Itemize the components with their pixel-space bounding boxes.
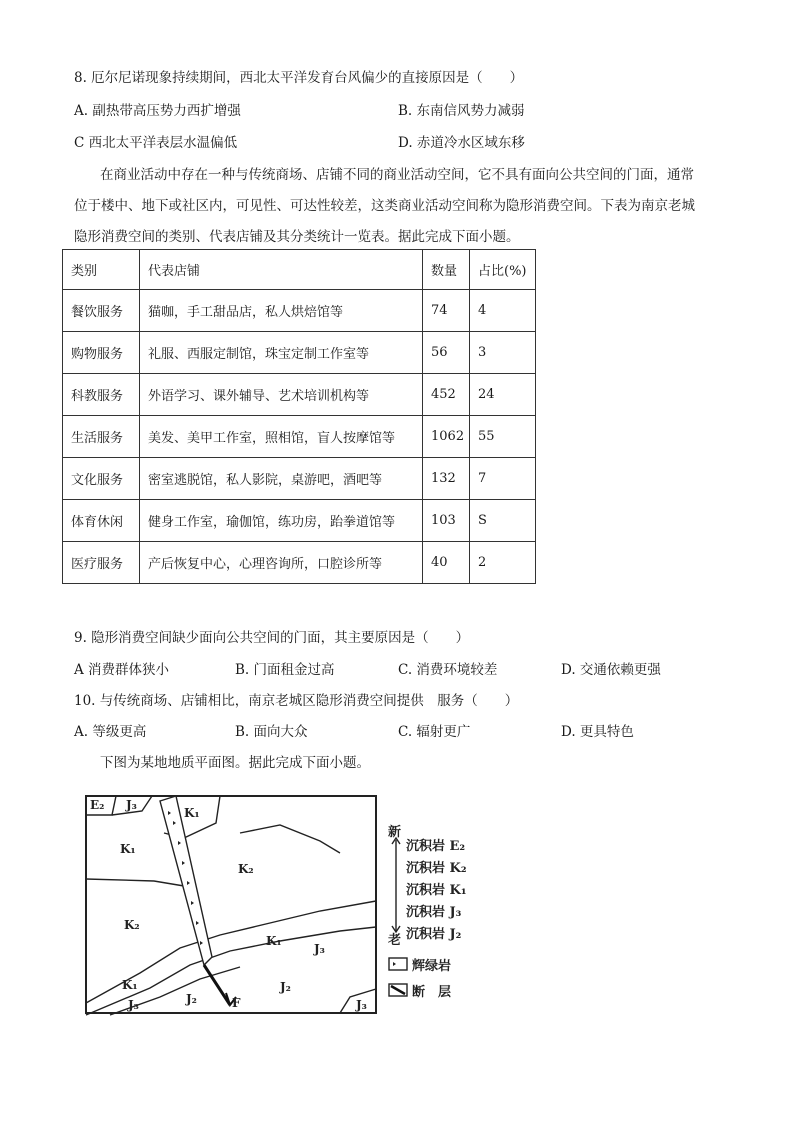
cell-shops: 产后恢复中心，心理咨询所，口腔诊所等 <box>140 542 423 584</box>
cell-category: 购物服务 <box>63 332 140 374</box>
cell-count: 1062 <box>423 416 470 458</box>
label-k1-top: K₁ <box>184 806 200 820</box>
table-row <box>63 290 536 332</box>
label-e2-top: E₂ <box>90 798 105 812</box>
header-percent: 占比(%) <box>470 250 536 290</box>
table-row <box>63 332 536 374</box>
q10-option-c[interactable]: C. 辐射更广 <box>398 724 471 740</box>
table-row <box>63 500 536 542</box>
q8-option-b[interactable]: B. 东南信风势力减弱 <box>398 103 525 119</box>
q10-option-d[interactable]: D. 更具特色 <box>561 724 634 740</box>
cell-shops: 密室逃脱馆，私人影院，桌游吧，酒吧等 <box>140 458 423 500</box>
label-k2-right: K₂ <box>238 862 254 876</box>
header-count: 数量 <box>423 250 470 290</box>
diabase-symbol-icon <box>389 958 407 970</box>
table-header-row <box>63 250 536 290</box>
cell-percent: 2 <box>470 542 536 584</box>
cell-percent: 4 <box>470 290 536 332</box>
label-j3-bottom-left: J₃ <box>128 998 139 1012</box>
cell-shops: 外语学习、课外辅导、艺术培训机构等 <box>140 374 423 416</box>
header-shops: 代表店铺 <box>140 250 423 290</box>
label-k1-left: K₁ <box>120 842 136 856</box>
table-row <box>63 542 536 584</box>
legend-k2: 沉积岩 K₂ <box>406 861 467 876</box>
cell-category: 科教服务 <box>63 374 140 416</box>
cell-shops: 健身工作室，瑜伽馆，练功房，跆拳道馆等 <box>140 500 423 542</box>
label-fault: F <box>232 996 241 1010</box>
legend-k1: 沉积岩 K₁ <box>406 883 467 898</box>
table-row <box>63 374 536 416</box>
header-category: 类别 <box>63 250 140 290</box>
geologic-map <box>80 793 380 1018</box>
label-j2-bottom: J₂ <box>186 992 197 1006</box>
q9-option-c[interactable]: C. 消费环境较差 <box>398 662 498 678</box>
map-legend <box>386 820 506 1005</box>
q9-option-d[interactable]: D. 交通依赖更强 <box>561 662 661 678</box>
cell-category: 餐饮服务 <box>63 290 140 332</box>
q10-option-a[interactable]: A. 等级更高 <box>74 724 147 740</box>
cell-percent: S <box>470 500 536 542</box>
intro-line-1: 在商业活动中存在一种与传统商场、店铺不同的商业活动空间，它不具有面向公共空间的门面，通常 <box>100 167 694 183</box>
label-k2-left: K₂ <box>124 918 140 932</box>
cell-percent: 24 <box>470 374 536 416</box>
q10-stem: 10. 与传统商场、店铺相比，南京老城区隐形消费空间提供 服务（ ） <box>74 693 519 709</box>
cell-percent: 3 <box>470 332 536 374</box>
label-j3-corner: J₃ <box>356 998 367 1012</box>
cell-category: 文化服务 <box>63 458 140 500</box>
q9-option-b[interactable]: B. 门面租金过高 <box>235 662 335 678</box>
table-row <box>63 416 536 458</box>
cell-count: 40 <box>423 542 470 584</box>
cell-percent: 55 <box>470 416 536 458</box>
map-intro: 下图为某地地质平面图。据此完成下面小题。 <box>100 755 370 771</box>
cell-count: 103 <box>423 500 470 542</box>
legend-fault-label: 断 层 <box>412 985 452 1000</box>
cell-category: 医疗服务 <box>63 542 140 584</box>
intro-line-2: 位于楼中、地下或社区内，可见性、可达性较差，这类商业活动空间称为隐形消费空间。下表为南京老城 <box>74 198 695 214</box>
cell-count: 452 <box>423 374 470 416</box>
q9-stem: 9. 隐形消费空间缺少面向公共空间的门面，其主要原因是（ ） <box>74 630 470 646</box>
cell-percent: 7 <box>470 458 536 500</box>
cell-category: 体育休闲 <box>63 500 140 542</box>
cell-count: 74 <box>423 290 470 332</box>
legend-j2: 沉积岩 J₂ <box>406 927 462 942</box>
legend-old: 老 <box>388 933 402 948</box>
cell-shops: 美发、美甲工作室，照相馆，盲人按摩馆等 <box>140 416 423 458</box>
q10-option-b[interactable]: B. 面向大众 <box>235 724 308 740</box>
cell-category: 生活服务 <box>63 416 140 458</box>
legend-diabase-label: 辉绿岩 <box>412 959 452 974</box>
label-j3-band: J₃ <box>314 942 325 956</box>
cell-shops: 猫咖，手工甜品店，私人烘焙馆等 <box>140 290 423 332</box>
label-k1-bottom: K₁ <box>122 978 138 992</box>
intro-line-3: 隐形消费空间的类别、代表店铺及其分类统计一览表。据此完成下面小题。 <box>74 229 520 245</box>
cell-count: 56 <box>423 332 470 374</box>
legend-j3: 沉积岩 J₃ <box>406 905 462 920</box>
consumption-space-table <box>62 249 536 584</box>
q8-option-a[interactable]: A. 副热带高压势力西扩增强 <box>74 103 241 119</box>
legend-e2: 沉积岩 E₂ <box>406 839 466 854</box>
table-row <box>63 458 536 500</box>
legend-new: 新 <box>388 825 402 840</box>
q9-option-a[interactable]: A 消费群体狭小 <box>74 662 170 678</box>
cell-count: 132 <box>423 458 470 500</box>
q8-stem: 8. 厄尔尼诺现象持续期间，西北太平洋发育台风偏少的直接原因是（ ） <box>74 70 524 86</box>
label-k1-band: K₁ <box>266 934 282 948</box>
cell-shops: 礼服、西服定制馆，珠宝定制工作室等 <box>140 332 423 374</box>
q8-option-c[interactable]: C 西北太平洋表层水温偏低 <box>74 135 238 151</box>
label-j2-right: J₂ <box>280 980 291 994</box>
q8-option-d[interactable]: D. 赤道冷水区域东移 <box>398 135 525 151</box>
label-j3-top: J₃ <box>126 798 137 812</box>
